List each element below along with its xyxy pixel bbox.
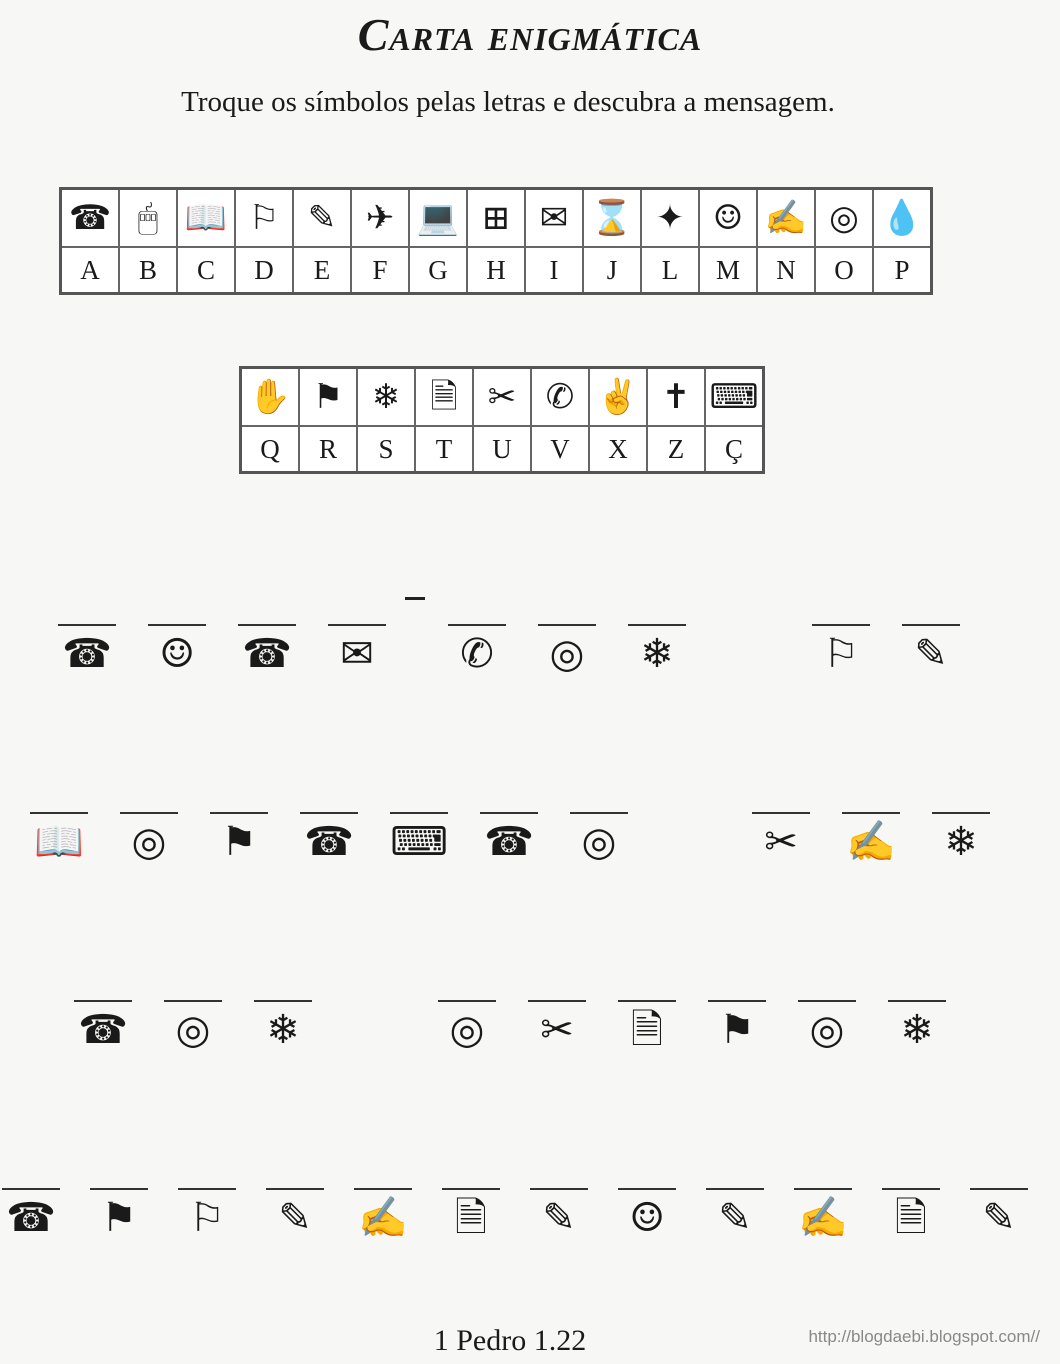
phone-handset-icon: ✆ xyxy=(460,631,494,677)
target-icon: ◎ xyxy=(581,819,617,865)
key-letter: P xyxy=(873,247,932,294)
page-title: Carta enigmática xyxy=(357,9,703,60)
answer-blank[interactable] xyxy=(888,1000,946,1002)
answer-blank[interactable] xyxy=(178,1188,236,1190)
victory-hand-icon: ✌ xyxy=(589,368,647,427)
flag-icon: ⚐ xyxy=(823,631,859,677)
letter-slot xyxy=(842,812,900,882)
snowflake-icon: ❄ xyxy=(944,819,978,865)
key-letter: L xyxy=(641,247,699,294)
pencil-icon: ✎ xyxy=(278,1195,312,1241)
key-letter: B xyxy=(119,247,177,294)
stray-dash xyxy=(405,597,425,600)
answer-blank[interactable] xyxy=(438,1000,496,1002)
pennant-flag-icon: ⚑ xyxy=(221,819,257,865)
answer-blank[interactable] xyxy=(266,1188,324,1190)
letter-slot xyxy=(74,1000,132,1070)
letter-slot xyxy=(882,1188,940,1258)
answer-blank[interactable] xyxy=(148,624,206,626)
answer-blank[interactable] xyxy=(570,812,628,814)
letter-slot xyxy=(354,1188,412,1258)
smiley-icon: ☺ xyxy=(699,189,757,248)
letter-slot xyxy=(164,1000,222,1070)
answer-blank[interactable] xyxy=(528,1000,586,1002)
key-letter: R xyxy=(299,426,357,473)
key-letter: X xyxy=(589,426,647,473)
book-icon: 📖 xyxy=(34,819,84,865)
letter-slot xyxy=(210,812,268,882)
scissors-icon: ✂ xyxy=(764,819,798,865)
telephone-icon: ☎ xyxy=(62,631,112,677)
letter-slot xyxy=(328,624,386,694)
book-icon: 📖 xyxy=(177,189,235,248)
letter-slot xyxy=(538,624,596,694)
smiley-icon: ☺ xyxy=(629,1195,665,1241)
keyboard-icon: ⌨ xyxy=(390,819,448,865)
hourglass-icon: ⌛ xyxy=(583,189,641,248)
answer-blank[interactable] xyxy=(618,1000,676,1002)
letter-slot xyxy=(390,812,448,882)
answer-blank[interactable] xyxy=(30,812,88,814)
key-letter: D xyxy=(235,247,293,294)
key-letter: M xyxy=(699,247,757,294)
pencil-icon: ✎ xyxy=(293,189,351,248)
answer-blank[interactable] xyxy=(210,812,268,814)
keyboard-icon: ⌨ xyxy=(705,368,764,427)
smiley-icon: ☺ xyxy=(159,631,195,677)
pennant-flag-icon: ⚑ xyxy=(101,1195,137,1241)
answer-blank[interactable] xyxy=(90,1188,148,1190)
writing-hand-icon: ✍ xyxy=(358,1195,408,1241)
snowflake-icon: ❄ xyxy=(640,631,674,677)
snowflake-icon: ❄ xyxy=(266,1007,300,1053)
key-letter: Q xyxy=(241,426,300,473)
pennant-flag-icon: ⚑ xyxy=(299,368,357,427)
key-letter: S xyxy=(357,426,415,473)
key-letter: C xyxy=(177,247,235,294)
answer-blank[interactable] xyxy=(448,624,506,626)
letter-slot xyxy=(902,624,960,694)
answer-blank[interactable] xyxy=(254,1000,312,1002)
scissors-icon: ✂ xyxy=(540,1007,574,1053)
key-letter: E xyxy=(293,247,351,294)
letter-slot xyxy=(120,812,178,882)
key-letter: J xyxy=(583,247,641,294)
letter-slot xyxy=(438,1000,496,1070)
answer-blank[interactable] xyxy=(794,1188,852,1190)
letter-slot xyxy=(480,812,538,882)
telephone-icon: ☎ xyxy=(242,631,292,677)
document-icon: 🗎 xyxy=(630,1007,664,1053)
key-letter: O xyxy=(815,247,873,294)
letter-slot xyxy=(254,1000,312,1070)
bible-reference: 1 Pedro 1.22 xyxy=(433,1324,587,1357)
key-letter: G xyxy=(409,247,467,294)
droplet-icon: 💧 xyxy=(873,189,932,248)
key-letter: N xyxy=(757,247,815,294)
letter-slot xyxy=(970,1188,1028,1258)
letter-slot xyxy=(628,624,686,694)
computer-icon: 💻 xyxy=(409,189,467,248)
writing-hand-icon: ✍ xyxy=(846,819,896,865)
letter-slot xyxy=(888,1000,946,1070)
document-icon: 🗎 xyxy=(894,1195,928,1241)
telephone-icon: ☎ xyxy=(484,819,534,865)
cipher-key-table-2 xyxy=(239,366,765,474)
target-icon: ◎ xyxy=(809,1007,845,1053)
letter-slot xyxy=(58,624,116,694)
letter-slot xyxy=(932,812,990,882)
answer-blank[interactable] xyxy=(902,624,960,626)
answer-blank[interactable] xyxy=(970,1188,1028,1190)
pencil-icon: ✎ xyxy=(914,631,948,677)
letter-slot xyxy=(618,1188,676,1258)
telephone-icon: ☎ xyxy=(61,189,120,248)
answer-blank[interactable] xyxy=(2,1188,60,1190)
snowflake-icon: ❄ xyxy=(900,1007,934,1053)
answer-blank[interactable] xyxy=(708,1000,766,1002)
answer-blank[interactable] xyxy=(882,1188,940,1190)
key-letter: H xyxy=(467,247,525,294)
answer-blank[interactable] xyxy=(238,624,296,626)
letter-slot xyxy=(30,812,88,882)
source-url: http://blogdaebi.blogspot.com// xyxy=(808,1327,1040,1346)
answer-blank[interactable] xyxy=(300,812,358,814)
letter-slot xyxy=(528,1000,586,1070)
answer-blank[interactable] xyxy=(812,624,870,626)
airplane-icon: ✈ xyxy=(351,189,409,248)
answer-blank[interactable] xyxy=(480,812,538,814)
key-letter: T xyxy=(415,426,473,473)
key-letter: V xyxy=(531,426,589,473)
answer-blank[interactable] xyxy=(842,812,900,814)
document-icon: 🗎 xyxy=(415,368,473,427)
target-icon: ◎ xyxy=(815,189,873,248)
answer-blank[interactable] xyxy=(628,624,686,626)
letter-slot xyxy=(618,1000,676,1070)
answer-blank[interactable] xyxy=(74,1000,132,1002)
letter-slot xyxy=(812,624,870,694)
key-letter: F xyxy=(351,247,409,294)
letter-slot xyxy=(448,624,506,694)
telephone-icon: ☎ xyxy=(78,1007,128,1053)
pennant-flag-icon: ⚑ xyxy=(719,1007,755,1053)
answer-blank[interactable] xyxy=(442,1188,500,1190)
letter-slot xyxy=(442,1188,500,1258)
answer-blank[interactable] xyxy=(354,1188,412,1190)
letter-slot xyxy=(300,812,358,882)
telephone-icon: ☎ xyxy=(6,1195,56,1241)
answer-blank[interactable] xyxy=(618,1188,676,1190)
phone-handset-icon: ✆ xyxy=(531,368,589,427)
letter-slot xyxy=(706,1188,764,1258)
writing-hand-icon: ✍ xyxy=(798,1195,848,1241)
letter-slot xyxy=(708,1000,766,1070)
letter-slot xyxy=(238,624,296,694)
pencil-icon: ✎ xyxy=(982,1195,1016,1241)
key-letter: I xyxy=(525,247,583,294)
target-icon: ◎ xyxy=(131,819,167,865)
answer-blank[interactable] xyxy=(798,1000,856,1002)
writing-hand-icon: ✍ xyxy=(757,189,815,248)
instruction-text: Troque os símbolos pelas letras e descubra a mensagem. xyxy=(181,86,835,118)
snowflake-icon: ❄ xyxy=(357,368,415,427)
target-icon: ◎ xyxy=(549,631,585,677)
flag-icon: ⚐ xyxy=(235,189,293,248)
letter-slot xyxy=(530,1188,588,1258)
key-letter: Z xyxy=(647,426,705,473)
answer-blank[interactable] xyxy=(164,1000,222,1002)
letter-slot xyxy=(752,812,810,882)
telephone-icon: ☎ xyxy=(304,819,354,865)
letter-slot xyxy=(90,1188,148,1258)
key-letter: Ç xyxy=(705,426,764,473)
letter-slot xyxy=(2,1188,60,1258)
cipher-key-table-1 xyxy=(59,187,933,295)
target-icon: ◎ xyxy=(449,1007,485,1053)
answer-blank[interactable] xyxy=(932,812,990,814)
target-icon: ◎ xyxy=(175,1007,211,1053)
pencil-icon: ✎ xyxy=(542,1195,576,1241)
hand-icon: ✋ xyxy=(241,368,300,427)
answer-blank[interactable] xyxy=(390,812,448,814)
answer-blank[interactable] xyxy=(706,1188,764,1190)
mouse-icon: 🖱 xyxy=(119,189,177,248)
letter-slot xyxy=(794,1188,852,1258)
key-letter: A xyxy=(61,247,120,294)
answer-blank[interactable] xyxy=(328,624,386,626)
envelope-icon: ✉ xyxy=(340,631,374,677)
answer-blank[interactable] xyxy=(530,1188,588,1190)
document-icon: 🗎 xyxy=(454,1195,488,1241)
letter-slot xyxy=(148,624,206,694)
key-letter: U xyxy=(473,426,531,473)
cross-icon: ✝ xyxy=(647,368,705,427)
scissors-icon: ✂ xyxy=(473,368,531,427)
letter-slot xyxy=(570,812,628,882)
answer-blank[interactable] xyxy=(538,624,596,626)
answer-blank[interactable] xyxy=(58,624,116,626)
envelope-icon: ✉ xyxy=(525,189,583,248)
answer-blank[interactable] xyxy=(120,812,178,814)
letter-slot xyxy=(798,1000,856,1070)
letter-slot xyxy=(266,1188,324,1258)
pencil-icon: ✎ xyxy=(718,1195,752,1241)
flag-icon: ⚐ xyxy=(189,1195,225,1241)
windows-logo-icon: ⊞ xyxy=(467,189,525,248)
letter-slot xyxy=(178,1188,236,1258)
star-icon: ✦ xyxy=(641,189,699,248)
answer-blank[interactable] xyxy=(752,812,810,814)
